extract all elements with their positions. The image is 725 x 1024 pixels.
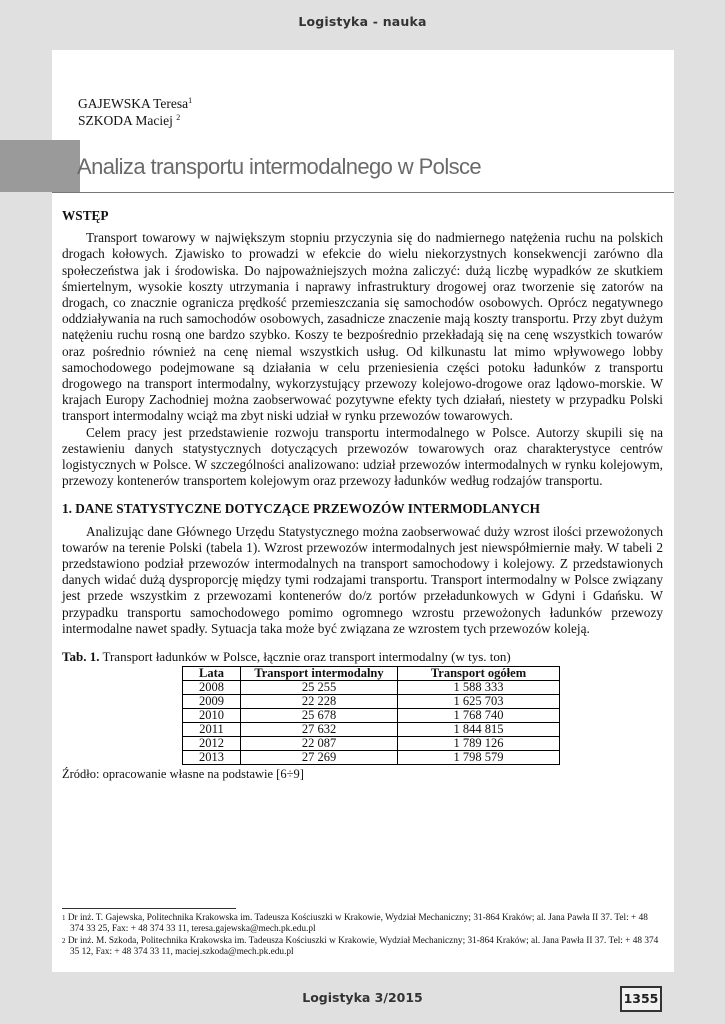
paragraph: Celem pracy jest przedstawienie rozwoju transportu intermodalnego w Polsce. Autorzy skupili się na zestawieniu danych statystycznych dotyczących przewozów towarowych oraz charakterystyce centrów logistycznych w Polsce. W szczególności analizowano: udział przewozów intermodalnych w rynku kolejowym, przewozy kontenerów transportem kolejowym oraz przewozy ładunków według rodzajów transportu. bbox=[62, 424, 663, 489]
author: GAJEWSKA Teresa$^1$ bbox=[78, 96, 193, 111]
table-row: 2010 25 678 1 768 740 bbox=[183, 709, 560, 723]
data-table bbox=[182, 666, 560, 765]
footnote-divider bbox=[62, 908, 236, 909]
author-footnote-mark: 1 bbox=[188, 96, 193, 105]
table-source: Źródło: opracowanie własne na podstawie [6÷9] bbox=[62, 767, 304, 782]
table-row: 2011 27 632 1 844 815 bbox=[183, 723, 560, 737]
table-row: 2008 25 255 1 588 333 bbox=[183, 681, 560, 695]
author-footnote-mark: 2 bbox=[176, 113, 181, 122]
running-head: Logistyka - nauka bbox=[298, 14, 427, 29]
author: SZKODA Maciej $^2$ bbox=[78, 113, 181, 128]
table-header-cell: Lata bbox=[183, 667, 241, 681]
table-row: 2013 27 269 1 798 579 bbox=[183, 751, 560, 765]
footnote: $^2$ Dr inż. M. Szkoda, Politechnika Krakowska im. Tadeusza Kościuszki w Krakowie, Wydział Mechaniczny; 31-864 Kraków; al. Jana Pawła II 37. Tel: + 48 374 35 12, Fax: + 48 374 33 11, maciej.szkoda@mech.pk.edu.pl bbox=[62, 936, 659, 957]
footnotes bbox=[62, 913, 662, 959]
table-header-cell: Transport intermodalny bbox=[241, 667, 398, 681]
section-heading-1: 1. DANE STATYSTYCZNE DOTYCZĄCE PRZEWOZÓW INTERMODLANYCH bbox=[62, 501, 541, 517]
paper-body bbox=[62, 208, 663, 782]
table-header-row bbox=[183, 667, 560, 681]
paragraph: Transport towarowy w największym stopniu przyczynia się do nadmiernego natężenia ruchu na polskich drogach kołowych. Zjawisko to prowadzi w efekcie do wielu niekorzystnych konsekwencji zarówno dla społeczeństwa jak i środowiska. Do najpoważniejszych można zaliczyć: dużą liczbę wypadków ze skutkiem śmiertelnym, wysokie koszty utrzymania i naprawy infrastruktury drogowej oraz tworzenie się zatorów na drogach, co znacznie ogranicza prędkość przemieszczania się samochodów osobowych. Oprócz negatywnego oddziaływania na ruch samochodów osobowych, zasadnicze znaczenie mają koszty transportu. Przy zbyt dużym natężeniu ruchu rosną one bardzo szybko. Koszy te bezpośrednio przekładają się na cenę wszystkich towarów oraz pośrednio również na cenę niemal wszystkich usług. Od kilkunastu lat mimo wpływowego lobby samochodowego podejmowane są działania w celu przeniesienia części potoku ładunków z transportu drogowego na transport intermodalny, wykorzystujący przewozy kolejowo-drogowe oraz lądowo-morskie. W krajach Europy Zachodniej można zaobserwować pozytywne efekty tych działań, niestety w przypadku Polski transport intermodalny wciąż ma zbyt niski udział w rynku przewozów towarowych. bbox=[62, 230, 663, 424]
author-list bbox=[78, 95, 192, 129]
paragraph: Analizując dane Głównego Urzędu Statystycznego można zaobserwować duży wzrost ilości przewożonych towarów na terenie Polski (tabela 1). Wzrost przewozów intermodalnych jest niewspółmiernie mały. W tabeli 2 przedstawiono podział przewozów intermodalnych na transport samochodowy i kolejowy. Z przedstawionych danych widać dużą dysproporcję między tymi rodzajami transportu. Transport intermodalny w Polsce związany jest przede wszystkim z przewozami kontenerów do/z portów przeładunkowych w Gdyni i Gdańsku. W przypadku transportu samochodowego pomimo ogromnego wzrostu przewożonych ładunków przewozy intermodalne nawet spadły. Sytuacja taka może być związana ze wzrostem tych przewozów koleją. bbox=[62, 523, 663, 636]
page-number: 1355 bbox=[620, 986, 662, 1012]
paper-page bbox=[52, 50, 674, 972]
title-accent-block bbox=[0, 140, 80, 192]
section-heading-intro: WSTĘP bbox=[62, 208, 109, 223]
title-divider bbox=[52, 192, 674, 193]
table-header-cell: Transport ogółem bbox=[398, 667, 560, 681]
journal-footer: Logistyka 3/2015 bbox=[302, 990, 423, 1005]
paper-title: Analiza transportu intermodalnego w Polsce bbox=[77, 154, 482, 179]
table-caption: Tab. 1. Transport ładunków w Polsce, łącznie oraz transport intermodalny (w tys. ton) bbox=[62, 649, 511, 665]
footnote: $^1$ Dr inż. T. Gajewska, Politechnika Krakowska im. Tadeusza Kościuszki w Krakowie, Wydział Mechaniczny; 31-864 Kraków; al. Jana Pawła II 37. Tel: + 48 374 33 25, Fax: + 48 374 33 11, teresa.gajewska@mech.pk.edu.pl bbox=[62, 913, 648, 934]
table-row: 2009 22 228 1 625 703 bbox=[183, 695, 560, 709]
table-row: 2012 22 087 1 789 126 bbox=[183, 737, 560, 751]
